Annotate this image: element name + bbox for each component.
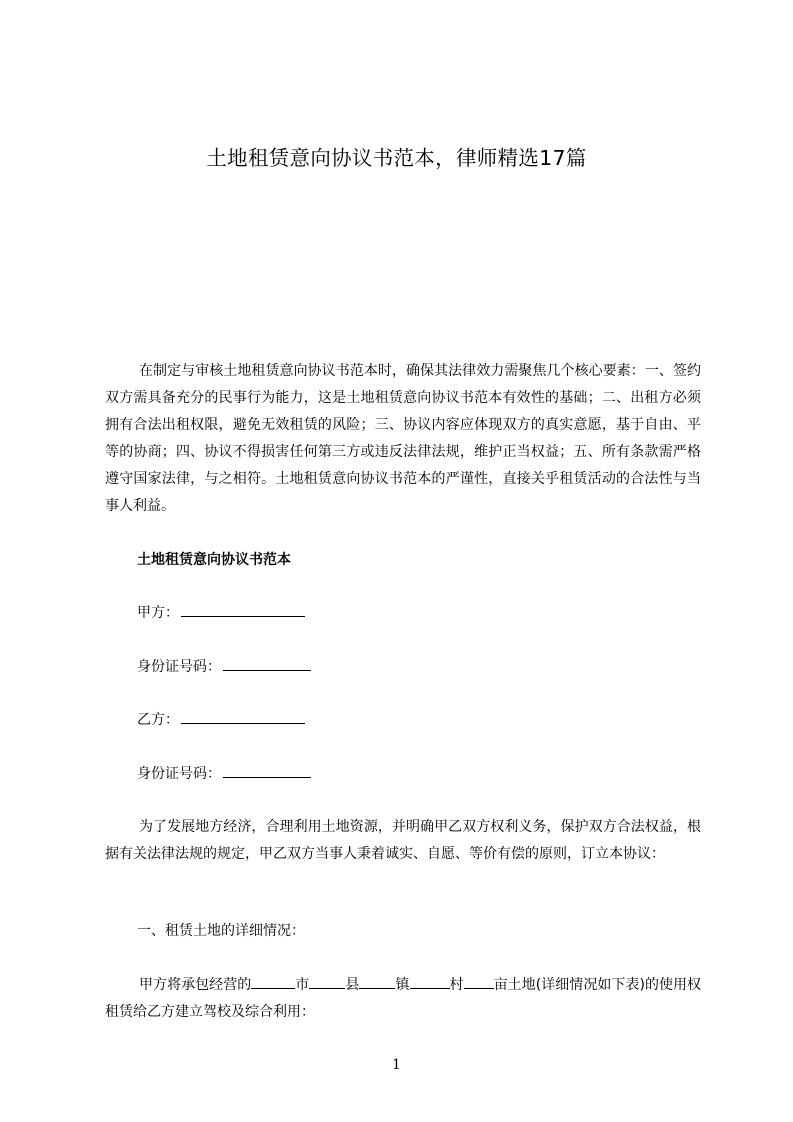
land-town: 镇: [395, 977, 410, 993]
party-a-id-blank: [223, 655, 311, 671]
intro-paragraph: 在制定与审核土地租赁意向协议书范本时，确保其法律效力需聚焦几个核心要素：一、签约双方需具备充分的民事行为能力，这是土地租赁意向协议书范本有效性的基础；二、出租方必须拥有合法出租权限，避免无效租赁的风险；三、协议内容应体现双方的真实意愿，基于自由、平等的协商；四、协议不得损害任何第三方或违反法律法规，维护正当权益；五、所有条款需严格遵守国家法律，与之相符。土地租赁意向协议书范本的严谨性，直接关乎租赁活动的合法性与当事人利益。: [105, 363, 701, 514]
party-b-id-label: 身份证号码：: [137, 766, 221, 782]
agreement-title: 土地租赁意向协议书范本: [137, 552, 291, 568]
party-a-id-field: [137, 655, 311, 679]
document-title: 土地租赁意向协议书范本，律师精选17篇: [206, 146, 587, 170]
village-blank: [410, 974, 450, 989]
land-details-paragraph: [105, 972, 701, 1026]
land-village: 村: [449, 977, 464, 993]
town-blank: [359, 974, 395, 989]
purpose-paragraph: 为了发展地方经济，合理利用土地资源，并明确甲乙双方权利义务，保护双方合法权益，根据有关法律法规的规定，甲乙双方当事人秉着诚实、自愿、等价有偿的原则，订立本协议：: [105, 819, 701, 862]
party-a-label: 甲方：: [137, 605, 179, 621]
party-a-field: [137, 601, 305, 625]
party-b-id-field: [137, 762, 311, 786]
land-mu: 亩土地: [493, 977, 536, 993]
land-text-tail: (详细情况如下表)的使用权租赁给乙方建立驾校及综合利用：: [105, 977, 702, 1020]
party-a-id-label: 身份证号码：: [137, 659, 221, 675]
county-blank: [309, 974, 345, 989]
section-1-title: 一、租赁土地的详细情况：: [137, 923, 305, 939]
party-b-field: [137, 708, 305, 732]
land-city: 市: [295, 977, 310, 993]
land-county: 县: [345, 977, 360, 993]
party-b-label: 乙方：: [137, 712, 179, 728]
party-a-blank: [181, 601, 305, 617]
party-b-blank: [181, 708, 305, 724]
mu-blank: [464, 974, 494, 989]
city-blank: [251, 974, 295, 989]
land-text-start: 甲方将承包经营的: [139, 977, 252, 993]
party-b-id-blank: [223, 762, 311, 778]
page-number: 1: [392, 1057, 401, 1073]
